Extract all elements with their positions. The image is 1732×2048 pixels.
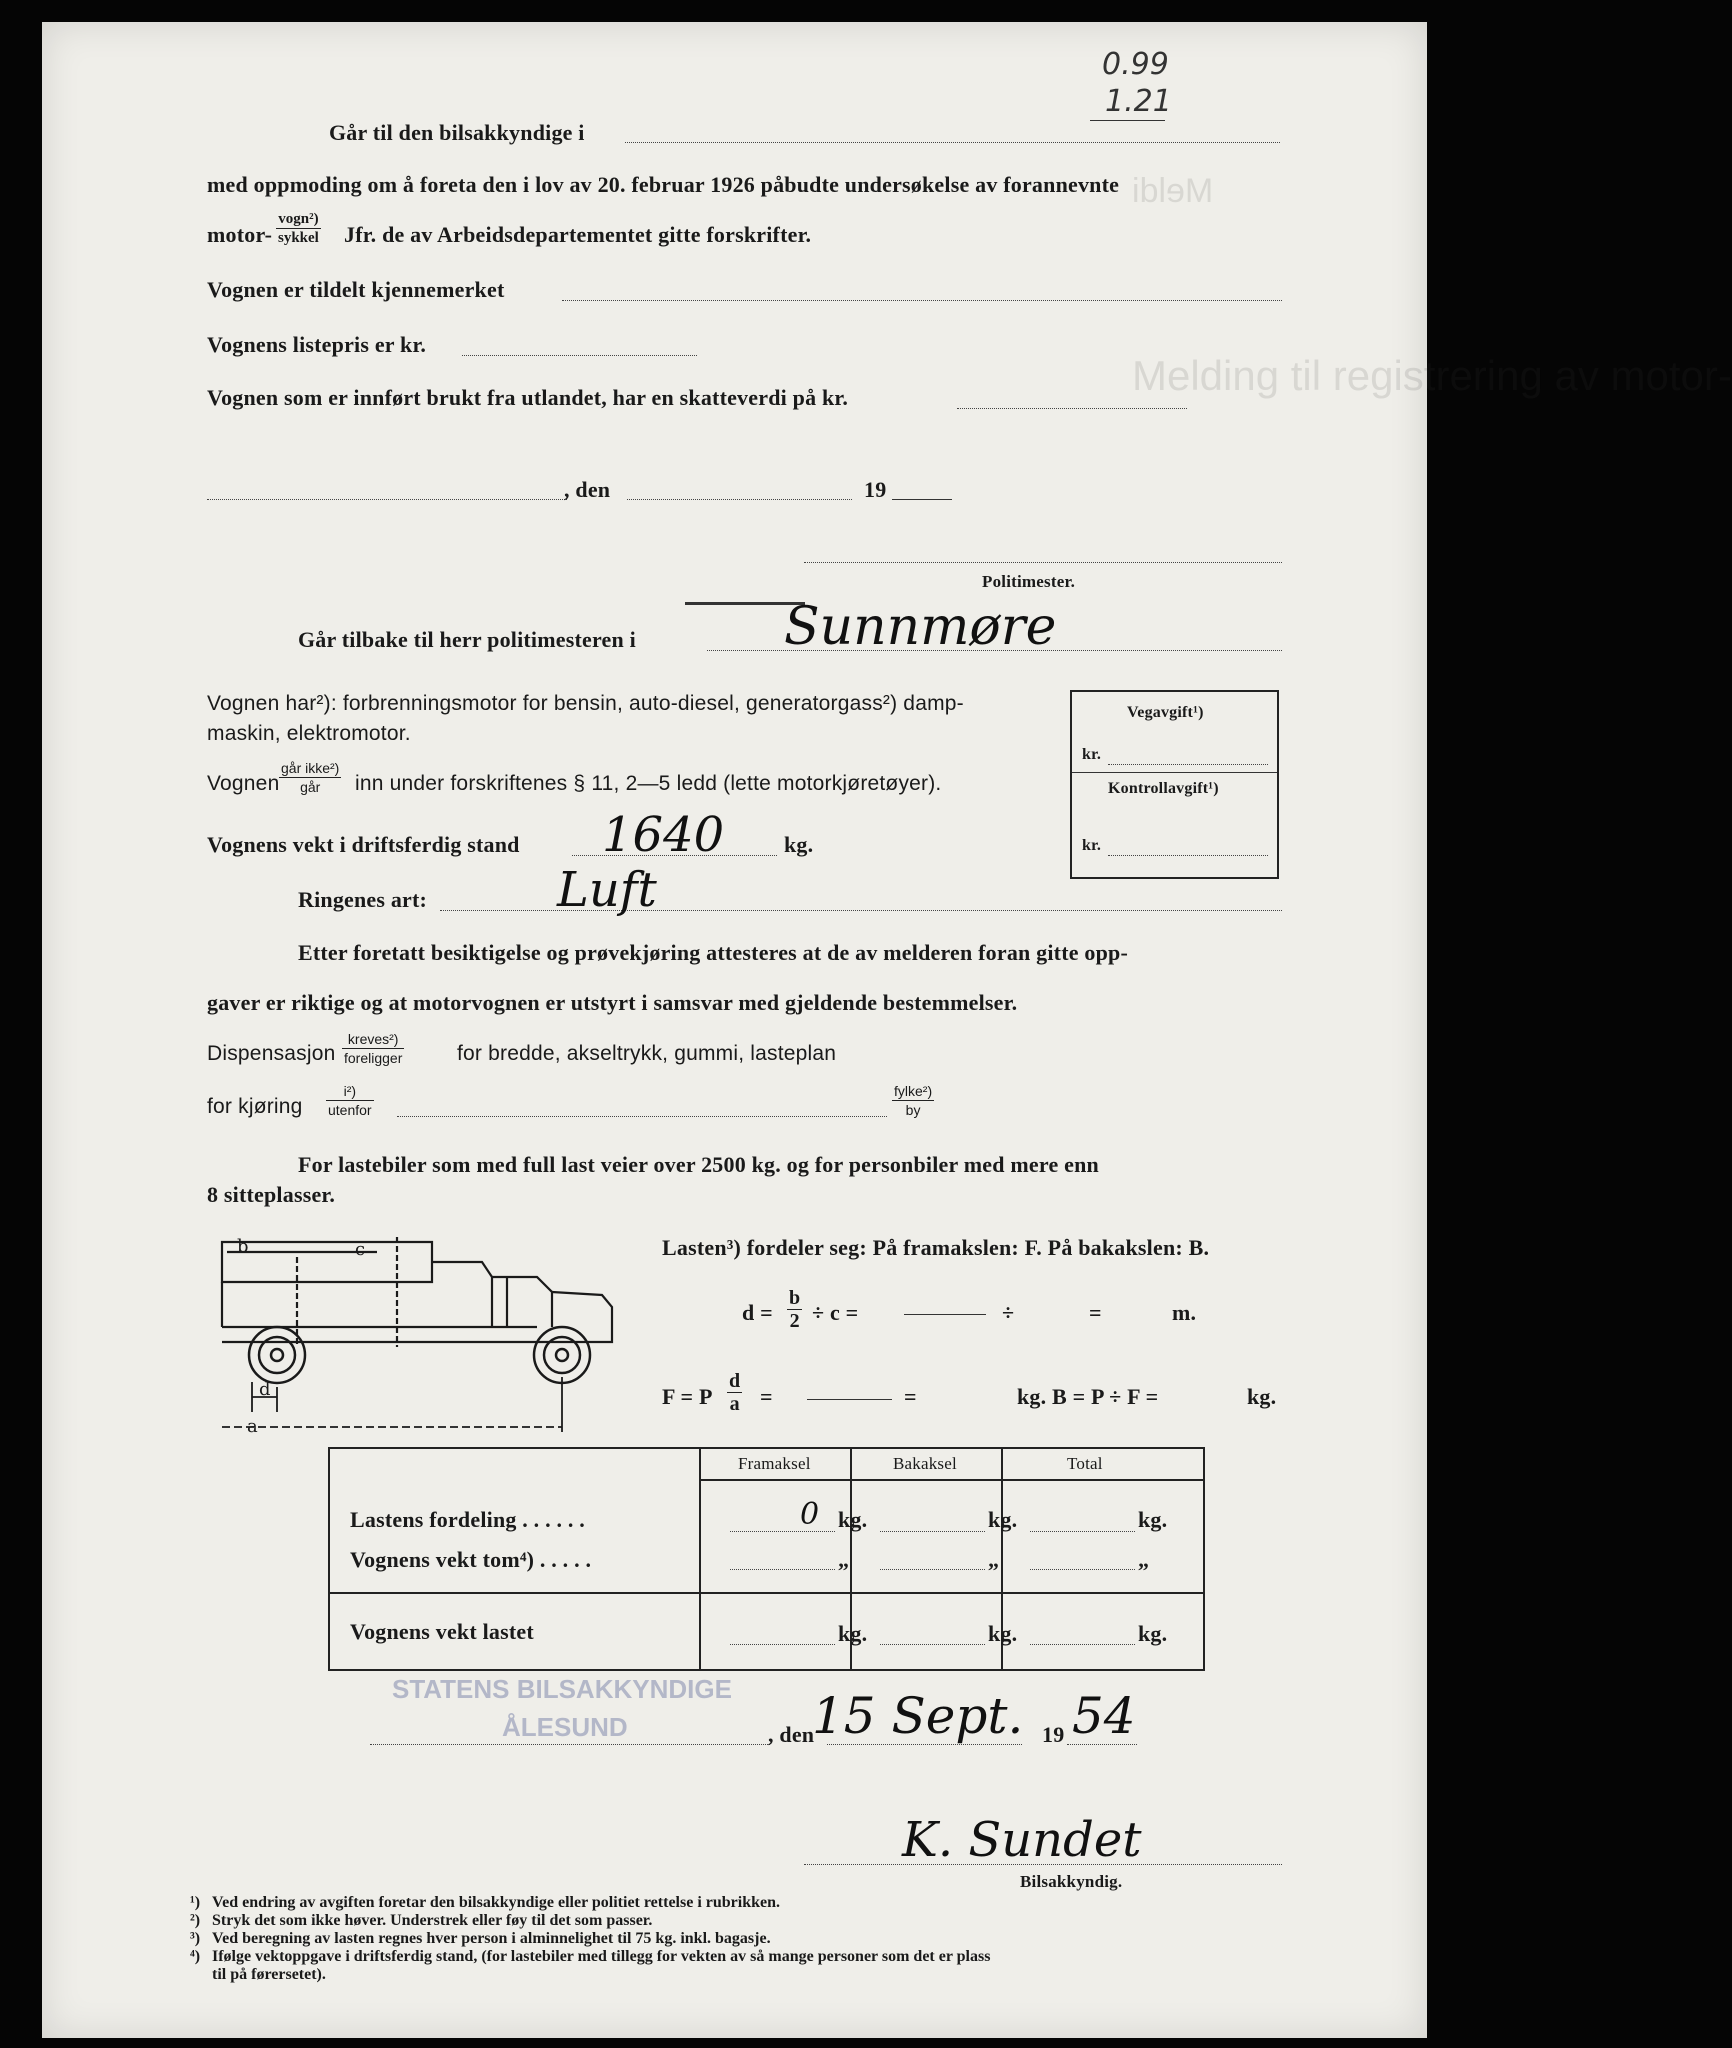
fee-box-divider — [1072, 772, 1277, 773]
corner-note-2: 1.21 — [1105, 84, 1172, 119]
signature-handwritten: K. Sundet — [902, 1812, 1142, 1868]
row1-framaksel-unit: kg. — [838, 1507, 868, 1532]
vognen-har-line1: Vognen har²): forbrenningsmotor for bensin, auto-diesel, generatorgass²) damp- — [207, 692, 964, 715]
kontrollavgift-label: Kontrollavgift¹) — [1108, 780, 1219, 797]
row-label-lastens-fordeling: Lastens fordeling . . . . . . — [350, 1507, 585, 1532]
bilsakkyndig-signature-field[interactable] — [804, 1864, 1282, 1865]
row3-framaksel-unit: kg. — [838, 1621, 868, 1646]
fylke-frac-top: fylke²) — [894, 1083, 933, 1099]
row3-bakaksel-unit: kg. — [988, 1621, 1018, 1646]
truck-body — [222, 1237, 612, 1347]
kontrollavgift-kr-label: kr. — [1082, 837, 1102, 854]
signature-date-field[interactable] — [827, 1744, 1022, 1745]
footnote-mark: ¹) — [190, 1894, 201, 1911]
table-row-divider — [330, 1592, 1203, 1594]
motor-frac-bot: sykkel — [278, 230, 319, 246]
etter-line2: gaver er riktige og at motorvognen er utstyrt i samsvar med gjeldende bestemmelser. — [207, 990, 1018, 1015]
skatteverdi-field[interactable] — [957, 408, 1187, 409]
formula-2: 2 — [789, 1310, 800, 1332]
footnote-text: Ved endring av avgiften foretar den bilsakkyndige eller politiet rettelse i rubrikken. — [212, 1894, 780, 1911]
footnote-mark: ²) — [190, 1912, 201, 1929]
signature-year-handwritten: 54 — [1072, 1687, 1136, 1745]
ringenes-label: Ringenes art: — [298, 887, 428, 912]
bilsakkyndig-label: Bilsakkyndig. — [1020, 1872, 1123, 1891]
corner-note-underline — [1090, 120, 1165, 121]
row1-bakaksel-field[interactable] — [880, 1531, 985, 1532]
den-label: , den — [564, 477, 611, 502]
etter-line1: Etter foretatt besiktigelse og prøvekjøring attesteres at de av melderen foran gitte opp- — [298, 940, 1128, 965]
vognen-prefix: Vognen — [207, 772, 280, 795]
diagram-label-d: d — [259, 1379, 271, 1400]
fylke-fraction — [892, 1082, 934, 1119]
official-stamp-line1: STATENS BILSAKKYNDIGE — [392, 1674, 732, 1704]
header-bakaksel: Bakaksel — [893, 1454, 957, 1473]
motor-suffix: Jfr. de av Arbeidsdepartementet gitte forskrifter. — [344, 222, 812, 247]
oppmoding-text: med oppmoding om å foreta den i lov av 20. februar 1926 påbudte undersøkelse av forannevnte — [207, 172, 1120, 197]
formula-f-eq2: = — [904, 1384, 917, 1409]
kjoring-fraction — [326, 1082, 374, 1119]
bleed-through-text: Meldi — [1132, 172, 1214, 210]
kjoring-field[interactable] — [397, 1116, 887, 1117]
row3-total-unit: kg. — [1138, 1621, 1168, 1646]
listepris-label: Vognens listepris er kr. — [207, 332, 427, 357]
row1-total-unit: kg. — [1138, 1507, 1168, 1532]
distribution-table — [328, 1447, 1205, 1671]
disp-fraction — [342, 1030, 404, 1067]
forskrift-text: inn under forskriftenes § 11, 2—5 ledd (lette motorkjøretøyer). — [355, 772, 942, 795]
signature-place-field[interactable] — [370, 1744, 770, 1745]
formula-f-blank[interactable] — [807, 1399, 892, 1400]
formula-da-fraction — [727, 1370, 742, 1415]
row2-total-field[interactable] — [1030, 1569, 1135, 1570]
formula-b: b — [789, 1287, 801, 1309]
formula-b2-fraction — [787, 1287, 802, 1332]
gar-til-label: Går til den bilsakkyndige i — [329, 120, 585, 145]
place-handwritten: Sunnmøre — [784, 597, 1057, 657]
row-label-vognens-vekt-tom: Vognens vekt tom⁴) . . . . . — [350, 1547, 592, 1572]
diagram-label-b: b — [237, 1236, 249, 1257]
disp-frac-top: kreves²) — [342, 1030, 404, 1049]
footnote-5 — [190, 1966, 326, 1984]
row1-framaksel-value: 0 — [800, 1497, 820, 1532]
footnote-mark: ⁴) — [190, 1948, 201, 1965]
formula-eq: = — [1089, 1300, 1102, 1325]
lasten-text: Lasten³) fordeler seg: På framakslen: F. På bakakslen: B. — [662, 1235, 1210, 1260]
formula-d: d — [729, 1370, 741, 1392]
vegavgift-label: Vegavgift¹) — [1127, 704, 1204, 721]
row2-bakaksel-field[interactable] — [880, 1569, 985, 1570]
row-label-vognens-vekt-lastet: Vognens vekt lastet — [350, 1619, 534, 1644]
vegavgift-kr-label: kr. — [1082, 746, 1102, 763]
footnote-3 — [190, 1930, 771, 1948]
nineteen-label: 19 — [864, 477, 887, 502]
diagram-label-c: c — [355, 1239, 366, 1260]
signature-date-handwritten: 15 Sept. — [812, 1687, 1024, 1745]
formula-m: m. — [1172, 1300, 1197, 1325]
row3-total-field[interactable] — [1030, 1644, 1135, 1645]
skatteverdi-label: Vognen som er innført brukt fra utlandet, har en skatteverdi på kr. — [207, 385, 849, 410]
footnote-2 — [190, 1912, 652, 1930]
footnote-text: Ifølge vektoppgave i driftsferdig stand, (for lastebiler med tillegg for vekten av så mange personer som det er plass — [212, 1948, 991, 1965]
fee-box — [1070, 690, 1279, 879]
gar-tilbake-label: Går tilbake til herr politimesteren i — [298, 627, 636, 652]
disp-prefix: Dispensasjon — [207, 1042, 336, 1065]
lastebiler-line1: For lastebiler som med full last veier over 2500 kg. og for personbiler med mere enn — [298, 1152, 1099, 1177]
gar-fraction — [279, 759, 341, 796]
row2-total-unit: „ — [1138, 1547, 1150, 1572]
motor-prefix: motor- — [207, 222, 273, 247]
row2-bakaksel-unit: „ — [988, 1547, 1000, 1572]
footnote-4 — [190, 1948, 990, 1966]
date-field[interactable] — [627, 499, 852, 500]
tildelt-label: Vognen er tildelt kjennemerket — [207, 277, 505, 302]
formula-d-blank1[interactable] — [904, 1314, 986, 1315]
row2-framaksel-unit: „ — [838, 1547, 850, 1572]
footnote-mark: ³) — [190, 1930, 201, 1947]
formula-d-left: d = — [742, 1300, 773, 1325]
formula-a: a — [729, 1393, 740, 1415]
gar-til-field[interactable] — [625, 142, 1280, 143]
vekt-label: Vognens vekt i driftsferdig stand — [207, 832, 520, 857]
formula-d-mid: ÷ c = — [812, 1300, 859, 1325]
motor-frac-top: vogn²) — [276, 210, 321, 229]
footnote-text: Stryk det som ikke høver. Understrek eller føy til det som passer. — [212, 1912, 653, 1929]
corner-note-1: 0.99 — [1102, 47, 1169, 82]
footnote-1 — [190, 1894, 780, 1912]
vekt-value-handwritten: 1640 — [602, 807, 725, 863]
row2-framaksel-field[interactable] — [730, 1569, 835, 1570]
fylke-frac-bot: by — [905, 1102, 921, 1118]
table-header-divider — [699, 1479, 1203, 1481]
row1-total-field[interactable] — [1030, 1531, 1135, 1532]
document-page — [42, 22, 1732, 2038]
politimester-label: Politimester. — [982, 572, 1076, 591]
signature-year-field[interactable] — [1067, 1744, 1137, 1745]
signature-den-label: , den — [768, 1722, 815, 1747]
signature-year-prefix: 19 — [1042, 1722, 1065, 1747]
vegavgift-field[interactable] — [1108, 764, 1268, 765]
gar-frac-bot: går — [300, 779, 321, 795]
motor-fraction — [276, 210, 321, 247]
vognen-har-line2: maskin, elektromotor. — [207, 722, 411, 745]
place-field[interactable] — [207, 499, 567, 500]
footnote-text: til på førersetet). — [212, 1966, 326, 1983]
politimester-signature-field[interactable] — [804, 562, 1282, 563]
formula-kg-end: kg. — [1247, 1384, 1277, 1409]
ringenes-value-handwritten: Luft — [557, 862, 657, 918]
disp-suffix: for bredde, akseltrykk, gummi, lasteplan — [457, 1042, 837, 1065]
kjennemerke-field[interactable] — [562, 300, 1282, 301]
kjoring-prefix: for kjøring — [207, 1095, 303, 1118]
formula-f-left: F = P — [662, 1384, 713, 1409]
header-framaksel: Framaksel — [738, 1454, 811, 1473]
truck-diagram — [207, 1217, 647, 1437]
vekt-kg-label: kg. — [784, 832, 814, 857]
year-field[interactable] — [892, 499, 952, 500]
row1-framaksel-field[interactable] — [730, 1531, 835, 1532]
formula-div: ÷ — [1002, 1300, 1015, 1325]
row3-bakaksel-field[interactable] — [880, 1644, 985, 1645]
formula-kg-b: kg. B = P ÷ F = — [1017, 1384, 1159, 1409]
disp-frac-bot: foreligger — [344, 1050, 403, 1066]
row3-framaksel-field[interactable] — [730, 1644, 835, 1645]
official-stamp-line2: ÅLESUND — [502, 1712, 628, 1742]
formula-f-eq: = — [760, 1384, 773, 1409]
bleed-through-text: Melding til registrering av motor- — [1132, 352, 1732, 399]
listepris-field[interactable] — [462, 355, 697, 356]
gar-frac-top: går ikke²) — [281, 760, 340, 776]
truck-wheels — [249, 1327, 590, 1383]
diagram-label-a: a — [247, 1416, 258, 1437]
lastebiler-line2: 8 sitteplasser. — [207, 1182, 336, 1207]
header-total: Total — [1067, 1454, 1103, 1473]
kjoring-frac-bot: utenfor — [328, 1102, 372, 1118]
kontrollavgift-field[interactable] — [1108, 855, 1268, 856]
truck-dimension-lines — [222, 1377, 562, 1432]
row1-bakaksel-unit: kg. — [988, 1507, 1018, 1532]
table-col-divider-1 — [699, 1449, 701, 1669]
footnote-text: Ved beregning av lasten regnes hver person i alminnelighet til 75 kg. inkl. bagasje. — [212, 1930, 771, 1947]
kjoring-frac-top: i²) — [326, 1082, 374, 1101]
